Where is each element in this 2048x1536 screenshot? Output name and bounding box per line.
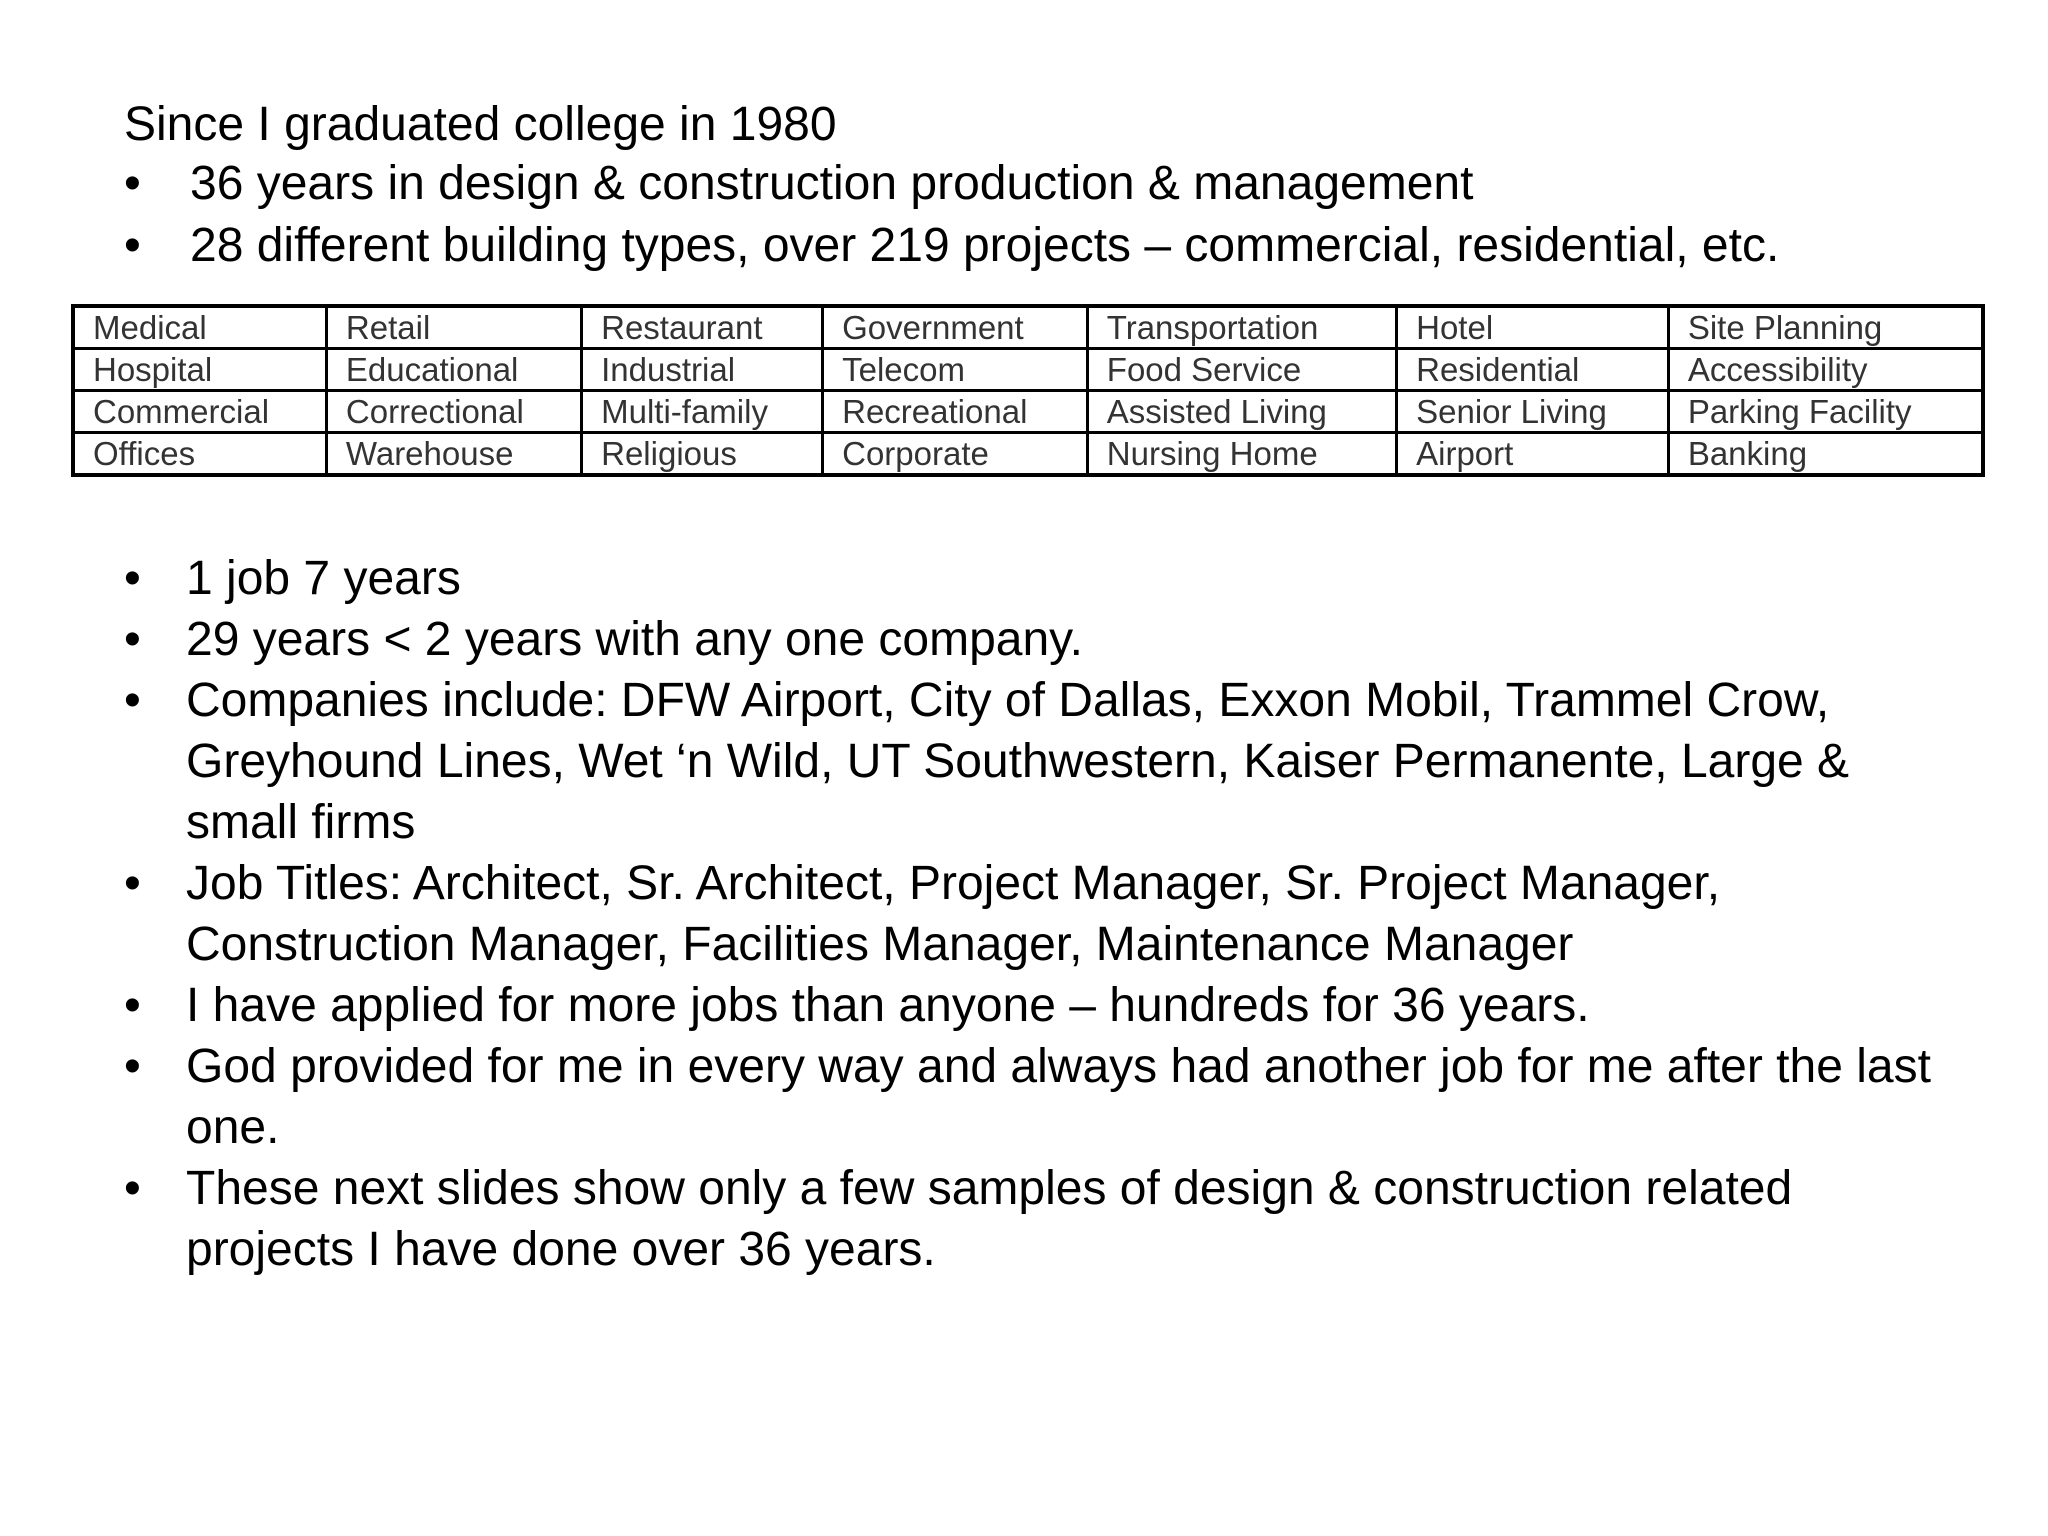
building-types-table <box>71 304 1985 477</box>
table-cell: Residential <box>1397 349 1669 391</box>
bullet-text: 29 years < 2 years with any one company. <box>186 613 1083 666</box>
table-cell: Educational <box>326 349 581 391</box>
bullet-item <box>124 548 1954 609</box>
bullet-text: 28 different building types, over 219 projects – commercial, residential, etc. <box>190 219 1780 272</box>
table-cell: Senior Living <box>1397 391 1669 433</box>
table-cell: Site Planning <box>1668 306 1983 349</box>
bottom-bullet-list <box>124 548 1954 1280</box>
table-row <box>73 391 1983 433</box>
table-cell: Restaurant <box>582 306 823 349</box>
table-cell: Commercial <box>73 391 326 433</box>
bullet-text: I have applied for more jobs than anyone – hundreds for 36 years. <box>186 979 1590 1032</box>
table-cell: Food Service <box>1087 349 1396 391</box>
top-bullet-list <box>124 153 1779 277</box>
bullet-item <box>124 975 1954 1036</box>
table-cell: Parking Facility <box>1668 391 1983 433</box>
table-cell: Assisted Living <box>1087 391 1396 433</box>
table-cell: Multi-family <box>582 391 823 433</box>
bullet-marker: • <box>124 1162 141 1215</box>
bullet-item <box>124 670 1954 853</box>
table-cell: Nursing Home <box>1087 433 1396 476</box>
bullet-marker: • <box>124 857 141 910</box>
table-cell: Government <box>823 306 1088 349</box>
table-cell: Corporate <box>823 433 1088 476</box>
table-cell: Medical <box>73 306 326 349</box>
bullet-text: God provided for me in every way and always had another job for me after the last one. <box>186 1040 1931 1154</box>
table-cell: Airport <box>1397 433 1669 476</box>
bullet-item <box>124 1036 1954 1158</box>
bullet-marker: • <box>124 157 141 210</box>
bullet-text: Companies include: DFW Airport, City of Dallas, Exxon Mobil, Trammel Crow, Greyhound Lines, Wet ‘n Wild, UT Southwestern, Kaiser Permanente, Large & small firms <box>186 674 1850 849</box>
intro-line: Since I graduated college in 1980 <box>124 98 837 151</box>
table-row <box>73 433 1983 476</box>
bullet-text: Job Titles: Architect, Sr. Architect, Project Manager, Sr. Project Manager, Construction Manager, Facilities Manager, Maintenance Manager <box>186 857 1721 971</box>
table-cell: Warehouse <box>326 433 581 476</box>
table-cell: Banking <box>1668 433 1983 476</box>
table-row <box>73 306 1983 349</box>
table-cell: Hotel <box>1397 306 1669 349</box>
table-cell: Transportation <box>1087 306 1396 349</box>
bullet-marker: • <box>124 613 141 666</box>
table-cell: Religious <box>582 433 823 476</box>
bullet-marker: • <box>124 979 141 1032</box>
clipped-text-fragment <box>186 288 866 304</box>
bullet-item <box>124 215 1779 277</box>
table-cell: Correctional <box>326 391 581 433</box>
bullet-marker: • <box>124 219 141 272</box>
bullet-text: 36 years in design & construction production & management <box>190 157 1474 210</box>
bullet-marker: • <box>124 1040 141 1093</box>
table-cell: Hospital <box>73 349 326 391</box>
bullet-text: These next slides show only a few samples of design & construction related projects I have done over 36 years. <box>186 1162 1793 1276</box>
bullet-item <box>124 853 1954 975</box>
bullet-item <box>124 1158 1954 1280</box>
table-cell: Recreational <box>823 391 1088 433</box>
bullet-item <box>124 609 1954 670</box>
table-cell: Industrial <box>582 349 823 391</box>
table-cell: Accessibility <box>1668 349 1983 391</box>
table-cell: Offices <box>73 433 326 476</box>
bullet-item <box>124 153 1779 215</box>
bullet-marker: • <box>124 674 141 727</box>
bullet-marker: • <box>124 552 141 605</box>
table-cell: Retail <box>326 306 581 349</box>
bullet-text: 1 job 7 years <box>186 552 461 605</box>
table-cell: Telecom <box>823 349 1088 391</box>
table-row <box>73 349 1983 391</box>
